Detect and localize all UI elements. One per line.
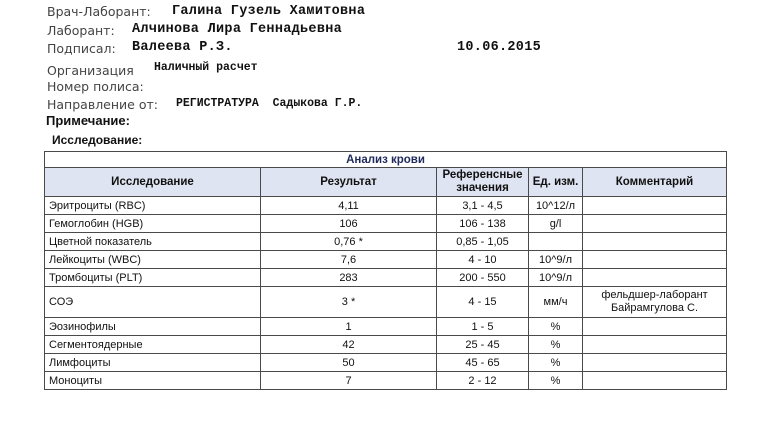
- row-name: СОЭ: [45, 287, 261, 318]
- note-label: Примечание:: [46, 113, 130, 128]
- row-name: Эритроциты (RBC): [45, 197, 261, 215]
- col-header-reference: Референсные значения: [437, 168, 529, 197]
- row-name: Моноциты: [45, 372, 261, 390]
- referral-value: РЕГИСТРАТУРА Садыкова Г.Р.: [176, 97, 363, 110]
- row-comment: [583, 372, 727, 390]
- row-reference: 1 - 5: [437, 318, 529, 336]
- row-comment: [583, 354, 727, 372]
- col-header-study: Исследование: [45, 168, 261, 197]
- report-date: 10.06.2015: [457, 40, 542, 55]
- row-name: Лимфоциты: [45, 354, 261, 372]
- row-result: 0,76 *: [261, 233, 437, 251]
- row-comment: [583, 336, 727, 354]
- table-row: [45, 318, 727, 336]
- row-name: Сегментоядерные: [45, 336, 261, 354]
- row-result: 3 *: [261, 287, 437, 318]
- results-table: [44, 151, 727, 390]
- study-label: Исследование:: [52, 133, 143, 147]
- row-name: Лейкоциты (WBC): [45, 251, 261, 269]
- row-unit: g/l: [529, 215, 583, 233]
- row-reference: 45 - 65: [437, 354, 529, 372]
- table-caption: Анализ крови: [45, 152, 727, 168]
- col-header-unit: Ед. изм.: [529, 168, 583, 197]
- row-unit: 10^9/л: [529, 251, 583, 269]
- row-comment: [583, 197, 727, 215]
- row-comment: [583, 233, 727, 251]
- signed-value: Валеева Р.З.: [132, 40, 233, 55]
- row-unit: %: [529, 318, 583, 336]
- row-result: 283: [261, 269, 437, 287]
- table-row: [45, 287, 727, 318]
- row-unit: [529, 233, 583, 251]
- policy-label: Номер полиса:: [47, 79, 144, 94]
- row-name: Гемоглобин (HGB): [45, 215, 261, 233]
- row-unit: %: [529, 336, 583, 354]
- row-result: 42: [261, 336, 437, 354]
- org-value: Наличный расчет: [154, 61, 258, 74]
- row-reference: 0,85 - 1,05: [437, 233, 529, 251]
- row-result: 7: [261, 372, 437, 390]
- signed-label: Подписал:: [47, 41, 116, 56]
- col-header-result: Результат: [261, 168, 437, 197]
- table-row: [45, 354, 727, 372]
- row-reference: 4 - 10: [437, 251, 529, 269]
- lab-value: Алчинова Лира Геннадьевна: [132, 22, 343, 37]
- row-reference: 2 - 12: [437, 372, 529, 390]
- table-row: [45, 233, 727, 251]
- row-name: Цветной показатель: [45, 233, 261, 251]
- row-reference: 25 - 45: [437, 336, 529, 354]
- row-comment: [583, 215, 727, 233]
- row-unit: мм/ч: [529, 287, 583, 318]
- row-comment: фельдшер-лаборант Байрамгулова С.: [583, 287, 727, 318]
- table-row: [45, 215, 727, 233]
- table-row: [45, 269, 727, 287]
- table-row: [45, 372, 727, 390]
- row-name: Эозинофилы: [45, 318, 261, 336]
- row-unit: %: [529, 354, 583, 372]
- row-reference: 106 - 138: [437, 215, 529, 233]
- row-reference: 4 - 15: [437, 287, 529, 318]
- row-name: Тромбоциты (PLT): [45, 269, 261, 287]
- row-comment: [583, 251, 727, 269]
- row-comment: [583, 318, 727, 336]
- row-result: 4,11: [261, 197, 437, 215]
- row-result: 7,6: [261, 251, 437, 269]
- table-row: [45, 197, 727, 215]
- row-unit: %: [529, 372, 583, 390]
- row-unit: 10^12/л: [529, 197, 583, 215]
- row-reference: 3,1 - 4,5: [437, 197, 529, 215]
- doctor-value: Галина Гузель Хамитовна: [172, 4, 366, 19]
- row-comment: [583, 269, 727, 287]
- referral-label: Направление от:: [47, 97, 158, 112]
- row-result: 1: [261, 318, 437, 336]
- row-result: 50: [261, 354, 437, 372]
- row-reference: 200 - 550: [437, 269, 529, 287]
- doctor-label: Врач-Лаборант:: [47, 4, 151, 19]
- col-header-comment: Комментарий: [583, 168, 727, 197]
- lab-label: Лаборант:: [47, 23, 115, 38]
- table-row: [45, 336, 727, 354]
- row-result: 106: [261, 215, 437, 233]
- org-label: Организация: [47, 63, 134, 78]
- table-row: [45, 251, 727, 269]
- row-unit: 10^9/л: [529, 269, 583, 287]
